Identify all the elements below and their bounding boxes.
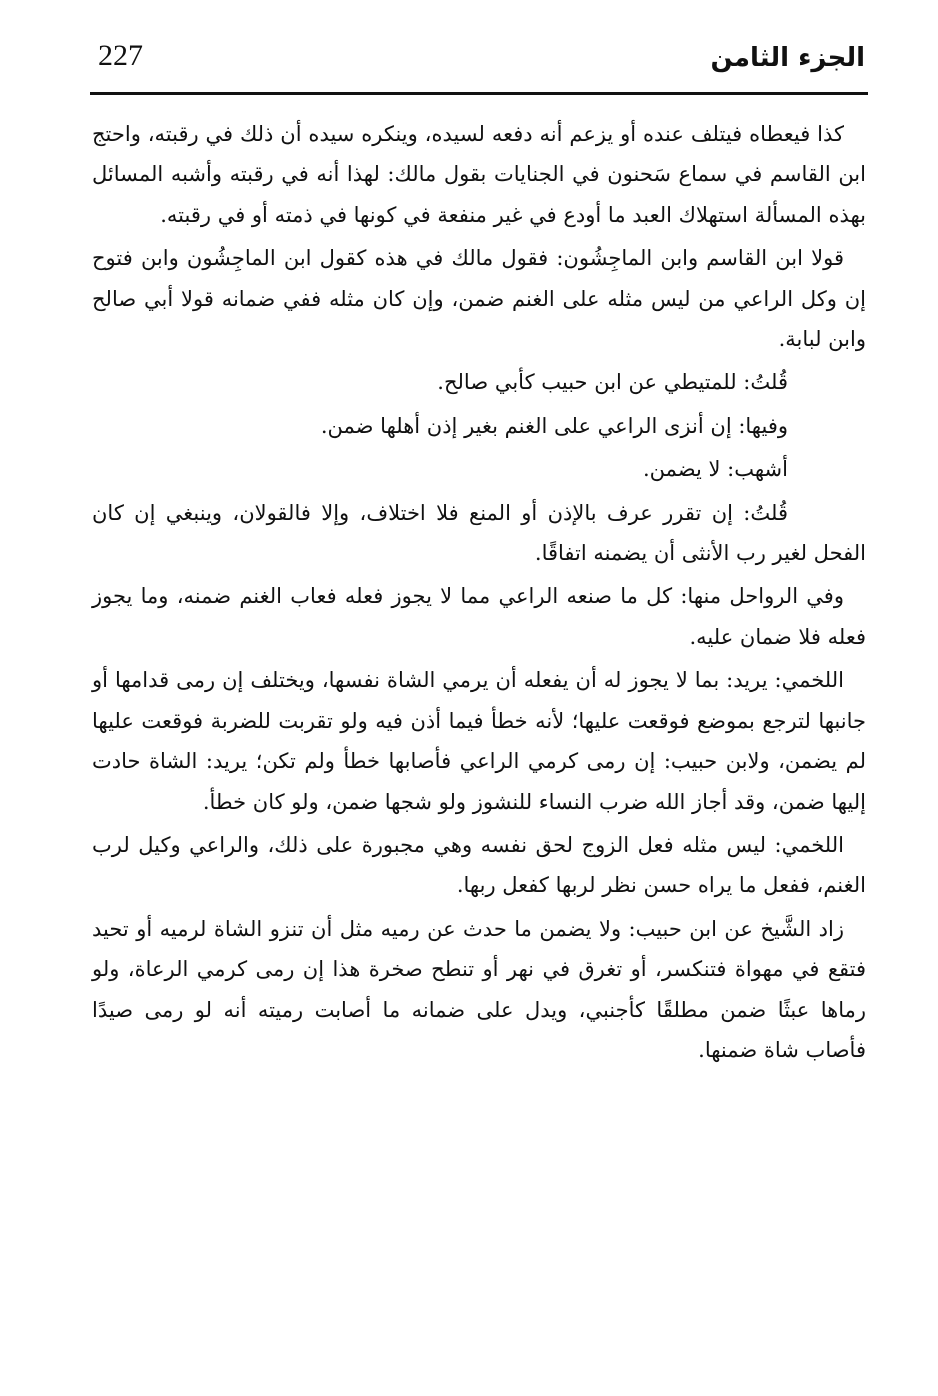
running-title: الجزء الثامن	[710, 43, 865, 73]
paragraph: قولا ابن القاسم وابن الماجِشُون: فقول مالك في هذه كقول ابن الماجِشُون وابن فتوح إن وكل الراعي من ليس مثله على الغنم ضمن، وإن كان مثله ففي ضمانه قولا أبي صالح وابن لبابة.	[92, 246, 866, 352]
paragraph: قُلتُ: إن تقرر عرف بالإذن أو المنع فلا اختلاف، وإلا فالقولان، وينبغي إن كان الفحل لغير رب الأنثى أن يضمنه اتفاقًا.	[92, 500, 866, 566]
paragraph: اللخمي: ليس مثله فعل الزوج لحق نفسه وهي مجبورة على ذلك، والراعي وكيل لرب الغنم، ففعل ما يراه حسن نظر لربها كفعل ربها.	[92, 832, 866, 898]
paragraph: اللخمي: يريد: بما لا يجوز له أن يفعله أن يرمي الشاة نفسها، ويختلف إن رمى قدامها أو جانبها لترجع بموضع فوقعت عليها؛ لأنه خطأ فيما أذن فيه ولو تقربت للضربة فوقعت عليها لم يضمن، ولابن حبيب: إن رمى كرمي الراعي فأصابها خطأ ولم تكن؛ يريد: الشاة حادت إليها ضمن، وقد أجاز الله ضرب النساء للنشوز ولو شجها ضمن، ولو كان خطأ.	[92, 668, 866, 814]
paragraph: كذا فيعطاه فيتلف عنده أو يزعم أنه دفعه لسيده، وينكره سيده أن ذلك في رقبته، واحتج ابن القاسم في سماع سَحنون في الجنايات بقول مالك: لهذا أنه في رقبته وأشبه المسائل بهذه المسألة استهلاك العبد ما أودع في غير منفعة في كونها في ذمته أو في رقبته.	[92, 122, 866, 227]
paragraph: أشهب: لا يضمن.	[643, 457, 788, 482]
paragraph: زاد الشَّيخ عن ابن حبيب: ولا يضمن ما حدث عن رميه مثل أن تنزو الشاة لرميه أو تحيد فتقع في مهواة فتنكسر، أو تغرق في نهر أو تنطح صخرة هذا إن رمى كرمي الرعاة، ولو رماها عبثًا ضمن مطلقًا كأجنبي، ويدل على ضمانه ما أصابت رميته أنه لو رمى صيدًا فأصاب شاة ضمنها.	[92, 916, 866, 1062]
paragraph: وفيها: إن أنزى الراعي على الغنم بغير إذن أهلها ضمن.	[320, 413, 788, 438]
page-header	[90, 32, 865, 92]
body-text	[92, 114, 866, 1073]
page-number: 227	[98, 39, 143, 72]
header-divider	[90, 92, 868, 95]
paragraph: قُلتُ: للمتيطي عن ابن حبيب كأبي صالح.	[437, 370, 788, 395]
paragraph: وفي الرواحل منها: كل ما صنعه الراعي مما لا يجوز فعله فعاب الغنم ضمنه، وما يجوز فعله فلا ضمان عليه.	[92, 584, 866, 649]
